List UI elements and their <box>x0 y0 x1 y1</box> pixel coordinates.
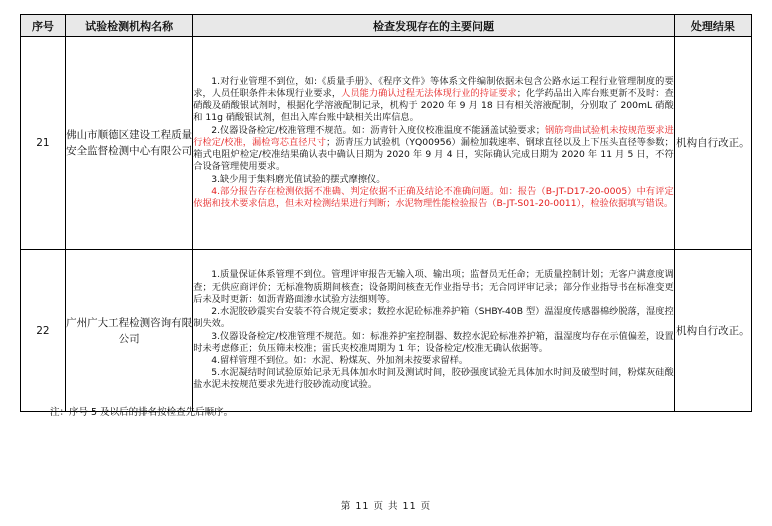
header-no: 序号 <box>21 15 66 37</box>
issue-item: 2.仪器设备检定/校准管理不规范。如：沥青针入度仪校准温度不能涵盖试验要求；钢筋弯曲试验机未按规范要求进行检定/校准，漏检弯芯直径尺寸；沥青压力试验机（YQ00956）漏检加载速率、钢球直径以及上下压头直径等参数；箱式电阻炉检定/校准结果确认表中确认日期为 2020 年 9 月 4 日，实际确认完成日期为 2020 年 11 月 5 日，不符合设备管理使用要求。 <box>193 124 674 173</box>
issues-cell <box>193 250 674 412</box>
header-org: 试验检测机构名称 <box>65 15 192 37</box>
header-result: 处理结果 <box>674 15 751 37</box>
issues-cell <box>193 37 674 250</box>
issue-item: 3.仪器设备检定/校准管理不规范。如：标准养护室控制器、数控水泥砼标准养护箱，温湿度均存在示值偏差，设置时未考虑修正；负压筛未校准；雷氏夹校准周期为 1 年；设备检定/校准无确认依据等。 <box>193 330 674 354</box>
issue-item: 1.质量保证体系管理不到位。管理评审报告无输入项、输出项；监督员无任命；无质量控制计划；无客户满意度调查；无供应商评价；无标准物质期间核查；设备期间核查无作业指导书；无合同评审记录；部分作业指导书在标准变更后未及时更新：如沥青路面渗水试验方法细则等。 <box>193 269 674 305</box>
issue-item: 3.缺少用于集料磨光值试验的摆式摩擦仪。 <box>211 173 386 185</box>
row-number: 21 <box>21 37 66 250</box>
issue-item: 2.水泥胶砂震实台安装不符合规定要求；数控水泥砼标准养护箱（SHBY-40B 型）温湿度传感器棉纱脱落，湿度控制失效。 <box>193 306 674 330</box>
org-name: 广州广大工程检测咨询有限公司 <box>65 250 192 412</box>
table-row <box>21 250 752 412</box>
table-row <box>21 37 752 250</box>
row-number: 22 <box>21 250 66 412</box>
result-text: 机构自行改正。 <box>674 37 751 250</box>
page-footer: 第 11 页 共 11 页 <box>340 501 432 512</box>
inspection-table <box>20 14 752 412</box>
issue-item: 4.部分报告存在检测依据不准确、判定依据不正确及结论不准确问题。如：报告（B-JT-D17-20-0005）中有评定依据和技术要求信息，但未对检测结果进行判断；水泥物理性能检验报告（B-JT-S01-20-0011），检验依据填写错误。 <box>193 185 674 209</box>
issue-item: 1.对行业管理不到位，如:《质量手册》、《程序文件》等体系文件编制依据未包含公路水运工程行业管理制度的要求，人员任职条件未体现行业要求，人员能力确认过程无法体现行业的持证要求；化学药品出入库台账更新不及时：查硝酸及硝酸银试剂时，根据化学溶液配制记录，机构于 2020 年 9 月 18 日有相关溶液配制，分别取了 200mL 硝酸和 11g 硝酸银试剂，但出入库台账中缺相关出库信息。 <box>193 75 674 124</box>
org-name: 佛山市顺德区建设工程质量安全监督检测中心有限公司 <box>65 37 192 250</box>
result-text: 机构自行改正。 <box>674 250 751 412</box>
header-issues: 检查发现存在的主要问题 <box>193 15 674 37</box>
issue-item: 5.水泥凝结时间试验原始记录无具体加水时间及测试时间，胶砂强度试验无具体加水时间及破型时间，粉煤灰硅酸盐水泥未按规范要求先进行胶砂流动度试验。 <box>193 367 674 391</box>
table-header-row <box>21 15 752 37</box>
table-note: 注：序号 5 及以后的排名按检查先后顺序。 <box>50 407 234 418</box>
issue-item: 4.留样管理不到位。如：水泥、粉煤灰、外加剂未按要求留样。 <box>211 354 469 366</box>
